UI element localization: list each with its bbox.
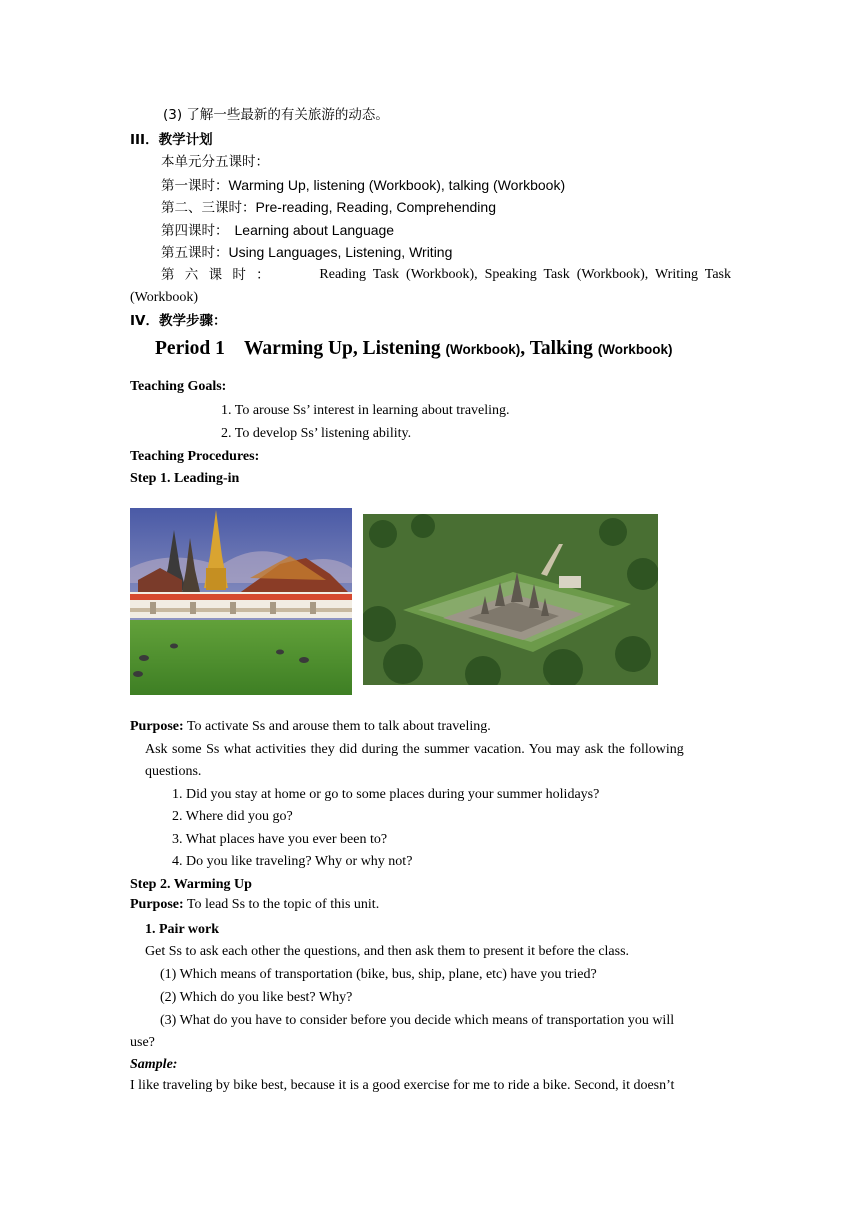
goal-item: 1. To arouse Ss’ interest in learning about traveling. xyxy=(221,403,510,418)
purpose-label: Purpose: xyxy=(130,897,184,912)
purpose-text: To activate Ss and arouse them to talk about traveling. xyxy=(183,719,491,734)
pair-question-cont: use? xyxy=(130,1035,155,1050)
plan-period-5 xyxy=(161,242,452,264)
pair-question: (1) Which means of transportation (bike, bus, ship, plane, etc) have you tried? xyxy=(160,967,597,982)
temple-illustration xyxy=(130,508,352,695)
aim-3: (3) 了解一些最新的有关旅游的动态。 xyxy=(163,107,389,123)
teaching-goals-heading: Teaching Goals: xyxy=(130,379,227,394)
plan-period-4-text: Learning about Language xyxy=(234,222,395,238)
plan-period-4 xyxy=(161,220,394,242)
purpose-text: To lead Ss to the topic of this unit. xyxy=(183,897,380,912)
plan-period-6-cont: (Workbook) xyxy=(130,290,199,305)
angkor-photo xyxy=(363,514,658,685)
plan-period-6 xyxy=(161,265,731,285)
question-item: 3. What places have you ever been to? xyxy=(172,832,388,847)
pair-question: (3) What do you have to consider before you decide which means of transportation you will xyxy=(160,1013,675,1028)
step-1-instruction xyxy=(145,740,731,760)
step-2-purpose xyxy=(130,895,379,915)
temple-photo xyxy=(130,508,352,695)
plan-period-2-3-label: 第二、三课时： xyxy=(161,200,256,216)
question-item: 1. Did you stay at home or go to some places during your summer holidays? xyxy=(172,787,600,802)
plan-period-1 xyxy=(161,175,565,197)
plan-period-4-label: 第四课时： xyxy=(161,223,229,239)
step-1-heading: Step 1. Leading-in xyxy=(130,471,240,486)
period-title-main: Period 1 Warming Up, Listening xyxy=(155,338,446,359)
purpose-label: Purpose: xyxy=(130,719,184,734)
step-1-instruction-cont: questions. xyxy=(145,764,202,779)
sample-label: Sample: xyxy=(130,1057,178,1072)
period-title-mid: , Talking xyxy=(520,338,598,359)
goal-item: 2. To develop Ss’ listening ability. xyxy=(221,426,412,441)
plan-intro: 本单元分五课时： xyxy=(161,154,269,170)
plan-period-6-text: Reading Task (Workbook), Speaking Task (Workbook), Writing Task xyxy=(319,267,731,282)
plan-period-2-3-text: Pre-reading, Reading, Comprehending xyxy=(255,199,496,215)
teaching-procedures-heading: Teaching Procedures: xyxy=(130,449,260,464)
plan-period-1-text: Warming Up, listening (Workbook), talking (Workbook) xyxy=(228,177,566,193)
question-item: 2. Where did you go? xyxy=(172,809,293,824)
sample-text: I like traveling by bike best, because it is a good exercise for me to ride a bike. Second, it doesn’t xyxy=(130,1078,675,1093)
step-2-heading: Step 2. Warming Up xyxy=(130,877,252,892)
pair-work-instruction: Get Ss to ask each other the questions, and then ask them to present it before the class. xyxy=(145,944,630,959)
pair-question: (2) Which do you like best? Why? xyxy=(160,990,353,1005)
plan-period-2-3 xyxy=(161,197,496,219)
question-item: 4. Do you like traveling? Why or why not? xyxy=(172,854,413,869)
step-1-instruction-text: Ask some Ss what activities they did during the summer vacation. You may ask the following xyxy=(145,742,684,757)
angkor-illustration xyxy=(363,514,658,685)
pair-work-heading: 1. Pair work xyxy=(145,922,220,937)
plan-period-5-text: Using Languages, Listening, Writing xyxy=(228,244,453,260)
section-3-heading: III．教学计划 xyxy=(130,132,213,148)
step-1-purpose xyxy=(130,717,491,737)
section-4-heading: IV．教学步骤： xyxy=(130,313,227,329)
plan-period-6-label: 第 六 课 时 ： xyxy=(161,267,273,283)
period-title-workbook-2: (Workbook) xyxy=(597,342,673,357)
plan-period-1-label: 第一课时： xyxy=(161,178,229,194)
period-title-workbook-1: (Workbook) xyxy=(445,342,521,357)
period-title xyxy=(155,338,673,360)
plan-period-5-label: 第五课时： xyxy=(161,245,229,261)
